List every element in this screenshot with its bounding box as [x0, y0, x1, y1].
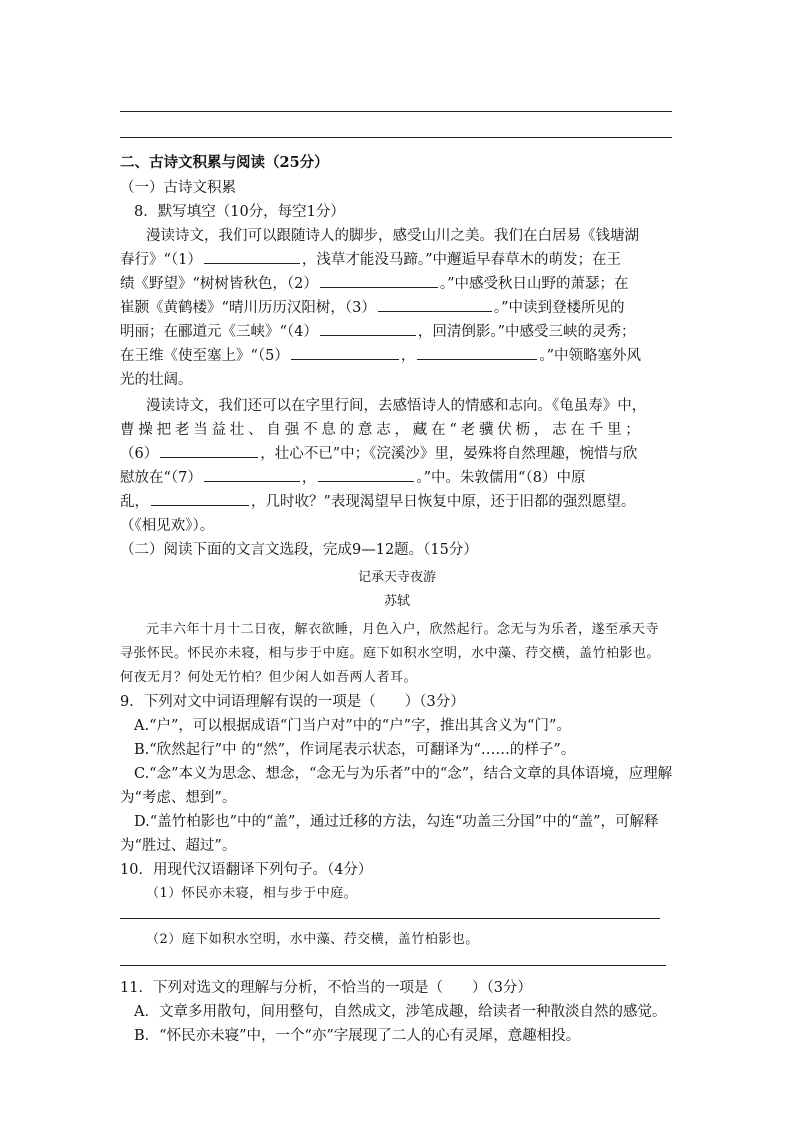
q8-paragraph-line — [120, 466, 585, 490]
section-title: 二、古诗文积累与阅读（25分） — [120, 154, 329, 171]
q8-text: ， — [301, 470, 317, 486]
fill-blank-2[interactable] — [320, 272, 438, 288]
q8-text: 绩《野望》“树树皆秋色，（2） — [120, 276, 318, 292]
q8-text: 。”中。朱敦儒用“（8）中原 — [416, 470, 586, 486]
q8-paragraph-line: 曹操把老当益壮、自强不息的意志，藏在“老骥伏枥，志在千里； — [120, 422, 644, 438]
q8-paragraph-line — [120, 248, 621, 272]
q8-text: 。”中感受秋日山野的萧瑟；在 — [439, 276, 629, 292]
q8-text: ，回清倒影。”中感受三峡的灵秀； — [417, 324, 636, 340]
q8-text: 慰放在“（7） — [120, 470, 202, 486]
q9-option-c-cont: 为“考虑、想到”。 — [120, 790, 237, 806]
q8-paragraph-line — [120, 344, 641, 368]
fill-blank-7a[interactable] — [204, 466, 300, 482]
q9-option-b[interactable]: B.“欣然起行”中 的“然”，作词尾表示状态，可翻译为“……的样子”。 — [134, 742, 576, 758]
q8-text: ，浅草才能没马蹄。”中邂逅早春草木的萌发；在王 — [301, 252, 622, 268]
fill-blank-6[interactable] — [160, 442, 258, 458]
answer-line — [120, 137, 672, 138]
q8-paragraph-line — [120, 320, 636, 344]
q8-paragraph-line: （《相见欢》）。 — [120, 518, 215, 534]
q8-text: ， — [400, 348, 416, 364]
q8-text: 在王维《使至塞上》“（5） — [120, 348, 289, 364]
passage-line: 元丰六年十月十二日夜，解衣欲睡，月色入户，欣然起行。念无与为乐者，遂至承天寺 — [146, 622, 660, 637]
fill-blank-3[interactable] — [378, 296, 492, 312]
q11-option-a[interactable]: A．文章多用散句，间用整句，自然成文，涉笔成趣，给读者一种散淡自然的感觉。 — [134, 1004, 667, 1020]
q9-stem: 9．下列对文中词语理解有误的一项是（ ）（3分） — [120, 694, 465, 710]
passage-line: 寻张怀民。怀民亦未寝，相与步于中庭。庭下如积水空明，水中藻、荇交横，盖竹柏影也。 — [120, 646, 661, 661]
fill-blank-8[interactable] — [151, 490, 249, 506]
q10-sentence-1: （1）怀民亦未寝，相与步于中庭。 — [146, 886, 358, 901]
fill-blank-1[interactable] — [204, 248, 300, 264]
q9-option-c[interactable]: C.“念”本义为思念、想念，“念无与为乐者”中的“念”，结合文章的具体语境，应理解 — [134, 766, 673, 782]
q8-paragraph-line — [120, 296, 625, 320]
fill-blank-5b[interactable] — [417, 344, 537, 360]
q9-option-d-cont: 为“胜过、超过”。 — [120, 838, 237, 854]
q9-option-d[interactable]: D.“盖竹柏影也”中的“盖”，通过迁移的方法，勾连“功盖三分国”中的“盖”，可解释 — [134, 814, 659, 830]
fill-blank-5a[interactable] — [291, 344, 399, 360]
q8-paragraph-line: 漫读诗文，我们还可以在字里行间，去感悟诗人的情感和志向。《龟虽寿》中， — [146, 398, 647, 414]
q8-text: 明丽；在郦道元《三峡》“（4） — [120, 324, 318, 340]
part1-heading: （一）古诗文积累 — [120, 180, 236, 196]
q8-text: 。”中读到登楼所见的 — [493, 300, 625, 316]
passage-title: 记承天寺夜游 — [357, 570, 436, 585]
q8-text: ，几时收？”表现渴望早日恢复中原，还于旧都的强烈愿望。 — [251, 494, 636, 510]
q8-text: （6） — [120, 446, 159, 462]
q8-text: ，壮心不已”中；《浣溪沙》里，晏殊将自然理趣，惋惜与欣 — [260, 446, 638, 462]
q8-title: 8．默写填空（10分，每空1分） — [134, 204, 345, 220]
q8-paragraph-line — [120, 442, 637, 466]
passage-author: 苏轼 — [383, 594, 410, 609]
q8-text: 崔颢《黄鹤楼》“晴川历历汉阳树，（3） — [120, 300, 376, 316]
q8-text: 。”中领略塞外风 — [539, 348, 642, 364]
fill-blank-4[interactable] — [320, 320, 416, 336]
answer-line — [120, 111, 672, 112]
q10-stem: 10．用现代汉语翻译下列句子。（4分） — [120, 862, 373, 878]
q8-paragraph-line: 光的壮阔。 — [120, 372, 193, 388]
q11-option-b[interactable]: B．“怀民亦未寝”中，一个“亦”字展现了二人的心有灵犀，意趣相投。 — [134, 1028, 581, 1044]
q8-paragraph-line — [120, 490, 635, 514]
answer-line[interactable] — [120, 965, 666, 966]
q8-text: 乱， — [120, 494, 149, 510]
q8-text: 春行》“（1） — [120, 252, 202, 268]
answer-line[interactable] — [120, 918, 660, 919]
passage-line: 何夜无月？何处无竹柏？但少闲人如吾两人者耳。 — [120, 670, 418, 685]
q10-sentence-2: （2）庭下如积水空明，水中藻、荇交横，盖竹柏影也。 — [146, 932, 479, 947]
q8-paragraph-line: 漫读诗文，我们可以跟随诗人的脚步，感受山川之美。我们在白居易《钱塘湖 — [146, 228, 639, 244]
q11-stem: 11．下列对选文的理解与分析，不恰当的一项是（ ）（3分） — [120, 980, 532, 996]
fill-blank-7b[interactable] — [318, 466, 414, 482]
q8-paragraph-line — [120, 272, 629, 296]
part2-heading: （二）阅读下面的文言文选段，完成9—12题。（15分） — [120, 542, 478, 558]
q9-option-a[interactable]: A.“户”，可以根据成语“门当户对”中的“户”字，推出其含义为“门”。 — [134, 718, 571, 734]
